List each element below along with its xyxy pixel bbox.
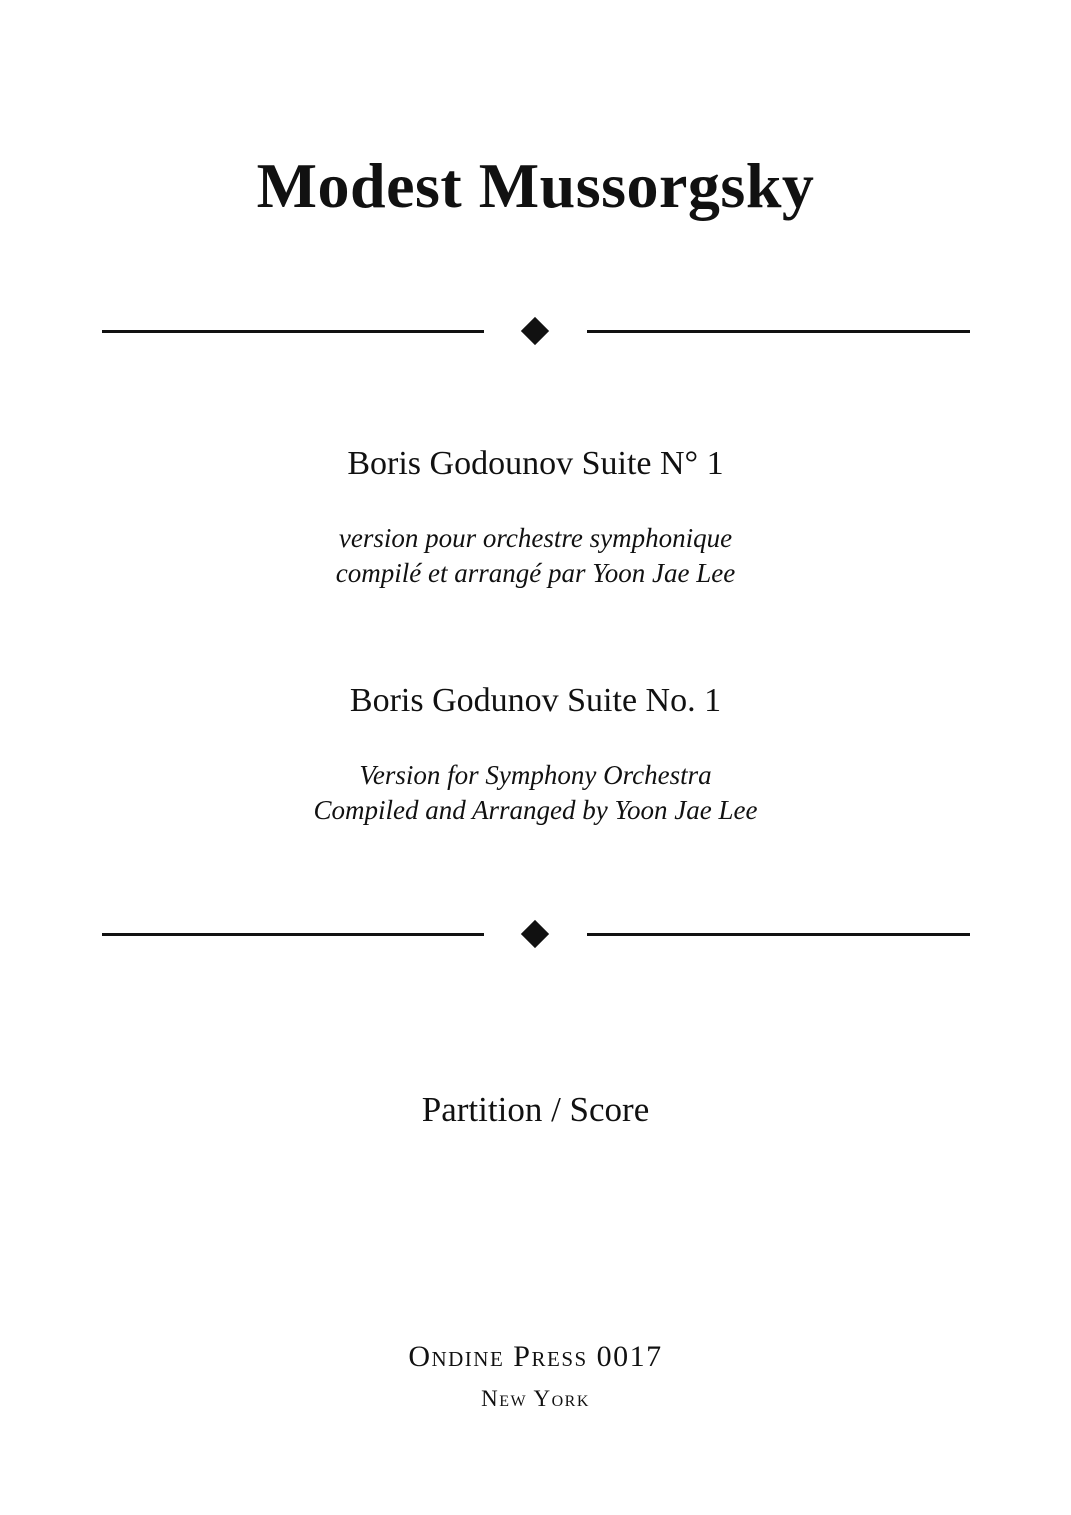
french-subtitle-line-2: compilé et arrangé par Yoon Jae Lee bbox=[335, 558, 736, 588]
publisher-city: New York bbox=[481, 1386, 590, 1411]
divider-rule-right bbox=[587, 933, 970, 936]
diamond-ornament-icon bbox=[521, 920, 549, 948]
divider-rule-left bbox=[102, 933, 484, 936]
french-work-title: Boris Godounov Suite N° 1 bbox=[347, 445, 724, 482]
english-work-title: Boris Godunov Suite No. 1 bbox=[349, 682, 722, 719]
french-subtitle bbox=[0, 521, 1071, 591]
english-subtitle bbox=[0, 758, 1071, 828]
divider-rule-right bbox=[587, 330, 970, 333]
composer-name: Modest Mussorgsky bbox=[256, 150, 815, 221]
diamond-ornament-icon bbox=[521, 317, 549, 345]
publisher-name: Ondine Press 0017 bbox=[408, 1340, 663, 1373]
english-subtitle-line-1: Version for Symphony Orchestra bbox=[359, 760, 712, 790]
bottom-ornamental-divider bbox=[0, 919, 1071, 949]
divider-rule-left bbox=[102, 330, 484, 333]
french-subtitle-line-1: version pour orchestre symphonique bbox=[338, 523, 733, 553]
score-type-label: Partition / Score bbox=[421, 1090, 650, 1129]
english-subtitle-line-2: Compiled and Arranged by Yoon Jae Lee bbox=[313, 795, 758, 825]
top-ornamental-divider bbox=[0, 316, 1071, 346]
